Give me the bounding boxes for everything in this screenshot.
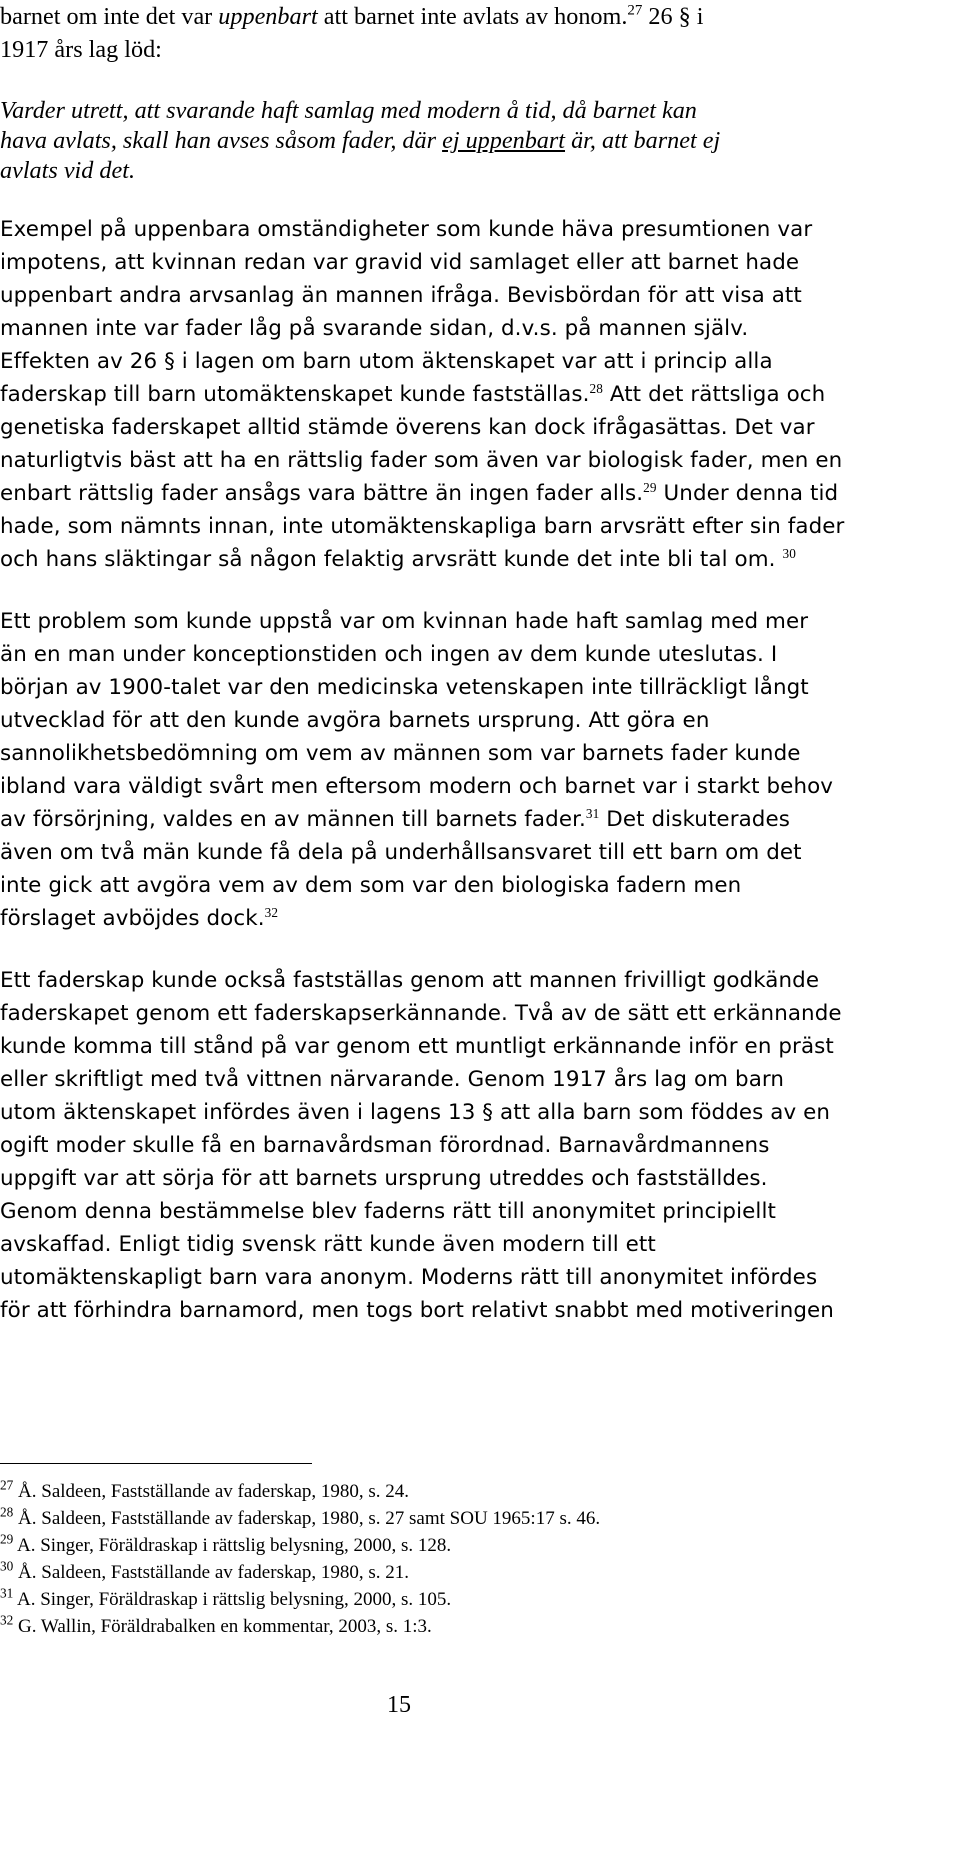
text-line: inte gick att avgöra vem av dem som var den biologiska fadern men: [0, 873, 742, 898]
text-line: faderskapet genom ett faderskapserkännande. Två av de sätt ett erkännande: [0, 1001, 842, 1026]
text-run: och hans släktingar så någon felaktig arvsrätt kunde det inte bli tal om.: [0, 547, 776, 572]
footnote-text: A. Singer, Föräldraskap i rättslig belysning, 2000, s. 105.: [17, 1589, 452, 1610]
footnote-ref[interactable]: 30: [782, 545, 796, 561]
text-line: ogift moder skulle få en barnavårdsman förordnad. Barnavårdmannens: [0, 1133, 770, 1158]
quote-line: [0, 126, 720, 156]
footnote: [0, 1504, 601, 1531]
text-line: kunde komma till stånd på var genom ett muntligt erkännande inför en präst: [0, 1034, 834, 1059]
footnote-number: 29: [0, 1531, 14, 1547]
footnote: [0, 1585, 452, 1612]
footnote: [0, 1531, 452, 1558]
text-line: [0, 545, 796, 575]
footnote-text: Å. Saldeen, Fastställande av faderskap, 1980, s. 21.: [18, 1562, 410, 1583]
text-line: utvecklad för att den kunde avgöra barnets ursprung. Att göra en: [0, 708, 710, 733]
text-line: utomäktenskapligt barn vara anonym. Moderns rätt till anonymitet infördes: [0, 1265, 818, 1290]
text-run: faderskap till barn utomäktenskapet kunde fastställas.: [0, 382, 590, 407]
text-line: Effekten av 26 § i lagen om barn utom äktenskapet var att i princip alla: [0, 349, 773, 374]
text-line: avskaffad. Enligt tidig svensk rätt kunde även modern till ett: [0, 1232, 656, 1257]
text-line: [0, 380, 825, 410]
text-line: för att förhindra barnamord, men togs bort relativt snabbt med motiveringen: [0, 1298, 834, 1323]
text-line: mannen inte var fader låg på svarande sidan, d.v.s. på mannen själv.: [0, 316, 749, 341]
text-run: Under denna tid: [656, 481, 839, 506]
quote-line: avlats vid det.: [0, 157, 136, 184]
text-line: [0, 2, 704, 32]
footnote: [0, 1558, 410, 1585]
text-line: genetiska faderskapet alltid stämde överens kan dock ifrågasättas. Det var: [0, 415, 815, 440]
text-run: enbart rättslig fader ansågs vara bättre än ingen fader alls.: [0, 481, 644, 506]
text-run: att barnet inte avlats av honom.: [317, 3, 628, 30]
footnote-ref[interactable]: 29: [643, 479, 657, 495]
text-run: barnet om inte det var: [0, 3, 219, 30]
footnote-ref[interactable]: 27: [627, 2, 643, 19]
text-line: impotens, att kvinnan redan var gravid vid samlaget eller att barnet hade: [0, 250, 800, 275]
text-line: även om två män kunde få dela på underhållsansvaret till ett barn om det: [0, 840, 802, 865]
emphasis-text: uppenbart: [218, 3, 318, 30]
footnote-ref[interactable]: 28: [589, 380, 603, 396]
footnote-text: Å. Saldeen, Fastställande av faderskap, 1980, s. 27 samt SOU 1965:17 s. 46.: [18, 1508, 601, 1529]
text-line: [0, 805, 790, 835]
text-line: [0, 479, 838, 509]
footnote-number: 30: [0, 1558, 14, 1574]
text-line: ibland vara väldigt svårt men eftersom modern och barnet var i starkt behov: [0, 774, 834, 799]
footnote-number: 28: [0, 1504, 14, 1520]
footnote-ref[interactable]: 32: [264, 904, 279, 920]
footnote-separator: [0, 1463, 312, 1464]
footnote: [0, 1612, 432, 1639]
text-line: sannolikhetsbedömning om vem av männen som var barnets fader kunde: [0, 741, 801, 766]
text-line: uppenbart andra arvsanlag än mannen ifråga. Bevisbördan för att visa att: [0, 283, 802, 308]
quote-line: Varder utrett, att svarande haft samlag med modern å tid, då barnet kan: [0, 97, 697, 124]
footnote-number: 31: [0, 1585, 14, 1601]
footnote-number: 27: [0, 1477, 14, 1493]
footnote-ref[interactable]: 31: [585, 805, 600, 821]
footnote-text: A. Singer, Föräldraskap i rättslig belysning, 2000, s. 128.: [17, 1535, 452, 1556]
text-line: hade, som nämnts innan, inte utomäktenskapliga barn arvsrätt efter sin fader: [0, 514, 845, 539]
text-line: [0, 904, 278, 934]
text-run: Det diskuterades: [599, 807, 790, 832]
text-line: Ett faderskap kunde också fastställas genom att mannen frivilligt godkände: [0, 968, 820, 993]
text-line: utom äktenskapet infördes även i lagens 13 § att alla barn som föddes av en: [0, 1100, 831, 1125]
text-line: naturligtvis bäst att ha en rättslig fader som även var biologisk fader, men en: [0, 448, 843, 473]
text-run: Att det rättsliga och: [602, 382, 826, 407]
footnote-text: Å. Saldeen, Fastställande av faderskap, 1980, s. 24.: [18, 1481, 410, 1502]
text-run: förslaget avböjdes dock.: [0, 906, 265, 931]
text-line: eller skriftligt med två vittnen närvarande. Genom 1917 års lag om barn: [0, 1067, 785, 1092]
text-run: 26 § i: [642, 3, 704, 30]
text-run: är, att barnet ej: [565, 127, 721, 154]
text-line: Exempel på uppenbara omständigheter som kunde häva presumtionen var: [0, 217, 813, 242]
text-line: början av 1900-talet var den medicinska vetenskapen inte tillräckligt långt: [0, 675, 809, 700]
page-number: 15: [387, 1692, 411, 1718]
footnote-text: G. Wallin, Föräldrabalken en kommentar, 2003, s. 1:3.: [18, 1616, 432, 1637]
text-line: Ett problem som kunde uppstå var om kvinnan hade haft samlag med mer: [0, 609, 809, 634]
text-run: hava avlats, skall han avses såsom fader, där: [0, 127, 443, 154]
underlined-text: ej uppenbart: [442, 127, 566, 154]
text-run: av försörjning, valdes en av männen till barnets fader.: [0, 807, 586, 832]
text-line: uppgift var att sörja för att barnets ursprung utreddes och fastställdes.: [0, 1166, 768, 1191]
text-line: Genom denna bestämmelse blev faderns rätt till anonymitet principiellt: [0, 1199, 776, 1224]
text-line: 1917 års lag löd:: [0, 36, 162, 63]
footnote: [0, 1477, 410, 1504]
text-line: än en man under konceptionstiden och ingen av dem kunde uteslutas. I: [0, 642, 778, 667]
footnote-number: 32: [0, 1612, 14, 1628]
